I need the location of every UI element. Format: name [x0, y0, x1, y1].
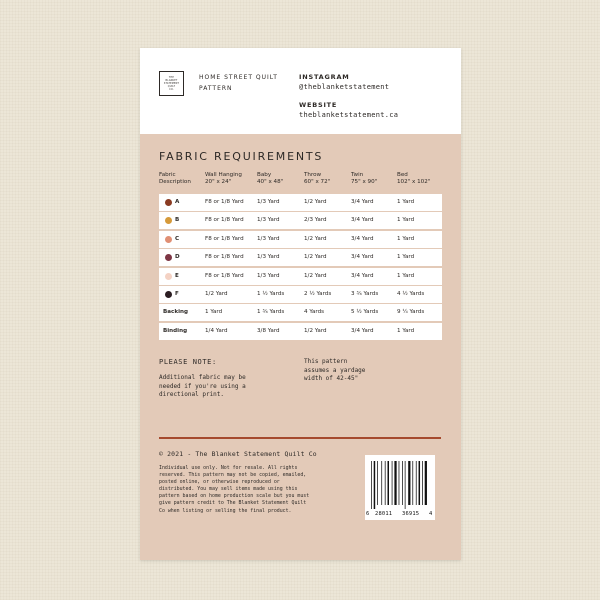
column-header-bed — [397, 172, 430, 186]
column-header-size: 40" x 48" — [257, 179, 284, 185]
baby-amount: 1 ½ Yards — [257, 290, 285, 297]
note-line: needed if you're using a — [159, 382, 246, 390]
column-header-size: Description — [159, 179, 191, 185]
bed-amount: 9 ¼ Yards — [397, 309, 425, 316]
twin-amount: 3/4 Yard — [351, 254, 374, 261]
twin-amount: 3/4 Yard — [351, 235, 374, 242]
wall-hanging-amount: 1/2 Yard — [205, 290, 228, 297]
cover-header — [140, 48, 461, 134]
fabric-row-e — [159, 268, 442, 285]
pattern-name: HOME STREET QUILT PATTERN — [199, 74, 278, 92]
baby-amount: 3/8 Yard — [257, 327, 280, 334]
throw-amount: 1/2 Yard — [304, 327, 327, 334]
instagram-handle: @theblanketstatement — [299, 83, 390, 91]
fabric-swatch — [165, 254, 172, 261]
bed-amount: 4 ½ Yards — [397, 290, 425, 297]
note-heading: PLEASE NOTE: — [159, 358, 217, 366]
bed-amount: 1 Yard — [397, 327, 415, 334]
legal-line: posted online, or otherwise reproduced or — [159, 479, 280, 486]
fabric-label: D — [175, 254, 180, 261]
note-line: assumes a yardage — [304, 366, 366, 374]
baby-amount: 1/3 Yard — [257, 217, 280, 224]
logo-line: BLANKET — [165, 79, 178, 82]
twin-amount: 3/4 Yard — [351, 217, 374, 224]
baby-amount: 1/3 Yard — [257, 235, 280, 242]
wall-hanging-amount: F8 or 1/8 Yard — [205, 254, 244, 261]
logo-line: STATEMENT — [163, 82, 180, 85]
column-header-label: Fabric — [159, 172, 176, 178]
baby-amount: 1/3 Yard — [257, 254, 280, 261]
website-label: WEBSITE — [299, 101, 338, 109]
column-header-baby — [257, 172, 283, 186]
note-yardage-width — [304, 358, 365, 384]
fabric-swatch — [165, 273, 172, 280]
column-header-wall-hanging — [205, 172, 242, 186]
column-header-size: 75" x 90" — [351, 179, 378, 185]
twin-amount: 3/4 Yard — [351, 272, 374, 279]
throw-amount: 2 ½ Yards — [304, 290, 332, 297]
baby-amount: 1 ¾ Yards — [257, 309, 285, 316]
baby-amount: 1/3 Yard — [257, 199, 280, 205]
fabric-label: Binding — [163, 327, 188, 334]
column-header-label: Wall Hanging — [205, 172, 242, 178]
throw-amount: 2/3 Yard — [304, 217, 327, 224]
wall-hanging-amount: 1 Yard — [205, 309, 223, 316]
legal-line: distributed. You may sell items made using this — [159, 486, 298, 493]
column-header-label: Throw — [304, 172, 322, 178]
fabric-swatch — [165, 217, 172, 224]
instagram-label: INSTAGRAM — [299, 73, 350, 81]
column-header-throw — [304, 172, 330, 186]
barcode — [365, 455, 435, 520]
throw-amount: 1/2 Yard — [304, 272, 327, 279]
legal-line: Co when listing or selling the final product. — [159, 507, 292, 514]
fabric-label: A — [175, 199, 180, 205]
fabric-row-f — [159, 286, 442, 303]
wall-hanging-amount: 1/4 Yard — [205, 327, 228, 334]
brand-logo — [159, 71, 184, 96]
wall-hanging-amount: F8 or 1/8 Yard — [205, 199, 244, 205]
fabric-label: E — [175, 272, 179, 279]
website-url: theblanketstatement.ca — [299, 111, 399, 119]
wall-hanging-amount: F8 or 1/8 Yard — [205, 272, 244, 279]
logo-line: THE — [168, 76, 175, 79]
fabric-label: C — [175, 235, 180, 242]
bed-amount: 1 Yard — [397, 217, 415, 224]
column-header-twin — [351, 172, 377, 186]
throw-amount: 1/2 Yard — [304, 199, 327, 205]
fabric-table — [159, 194, 442, 341]
barcode-digit-system: 6 — [366, 511, 370, 517]
wall-hanging-amount: F8 or 1/8 Yard — [205, 217, 244, 224]
throw-amount: 4 Yards — [304, 309, 325, 316]
fabric-row-binding — [159, 323, 442, 340]
fabric-row-b — [159, 212, 442, 229]
fabric-swatch — [165, 291, 172, 298]
bed-amount: 1 Yard — [397, 254, 415, 261]
fabric-label: F — [175, 290, 179, 297]
fabric-row-c — [159, 231, 442, 248]
fabric-label: Backing — [163, 309, 188, 316]
legal-line: reserved. This pattern may not be copied, emailed, — [159, 472, 307, 479]
fabric-row-backing — [159, 304, 442, 321]
baby-amount: 1/3 Yard — [257, 272, 280, 279]
column-header-label: Baby — [257, 172, 272, 178]
legal-line: Individual use only. Not for resale. All rights — [159, 465, 298, 471]
bed-amount: 1 Yard — [397, 272, 415, 279]
twin-amount: 3/4 Yard — [351, 327, 374, 334]
pattern-back-cover — [140, 48, 461, 560]
legal-line: pattern based on home production scale but you must — [159, 493, 310, 500]
barcode-digits-right: 36915 — [402, 511, 420, 517]
legal-notice — [159, 465, 355, 515]
column-header-size: 60" x 72" — [304, 179, 331, 185]
column-header-size: 102" x 102" — [397, 179, 431, 185]
column-header-fabric — [159, 172, 191, 186]
column-header-label: Twin — [351, 172, 364, 178]
throw-amount: 1/2 Yard — [304, 235, 327, 242]
barcode-bars-icon — [365, 455, 435, 511]
fabric-row-d — [159, 249, 442, 266]
logo-line: QUILT — [167, 85, 176, 88]
accent-divider — [159, 437, 441, 439]
wall-hanging-amount: F8 or 1/8 Yard — [205, 235, 244, 242]
barcode-digits-left: 28011 — [375, 511, 393, 517]
throw-amount: 1/2 Yard — [304, 254, 327, 261]
note-line: width of 42-45" — [304, 375, 359, 382]
logo-line: CO. — [169, 88, 174, 91]
note-line: directional print. — [159, 391, 225, 398]
column-header-label: Bed — [397, 172, 408, 178]
fabric-swatch — [165, 236, 172, 243]
section-title: FABRIC REQUIREMENTS — [159, 150, 324, 163]
fabric-label: B — [175, 217, 180, 224]
twin-amount: 3/4 Yard — [351, 199, 374, 205]
fabric-row-a — [159, 194, 442, 211]
bed-amount: 1 Yard — [397, 235, 415, 242]
column-header-size: 20" x 24" — [205, 179, 232, 185]
barcode-digit-check: 4 — [429, 511, 433, 517]
twin-amount: 5 ½ Yards — [351, 309, 379, 316]
note-line: This pattern — [304, 358, 348, 365]
legal-line: give pattern credit to The Blanket Statement Quilt — [159, 500, 307, 507]
bed-amount: 1 Yard — [397, 199, 415, 205]
note-line: Additional fabric may be — [159, 374, 246, 381]
twin-amount: 3 ¾ Yards — [351, 290, 379, 297]
copyright: © 2021 - The Blanket Statement Quilt Co — [159, 450, 317, 458]
fabric-swatch — [165, 199, 172, 206]
note-fabric-direction — [159, 374, 246, 400]
